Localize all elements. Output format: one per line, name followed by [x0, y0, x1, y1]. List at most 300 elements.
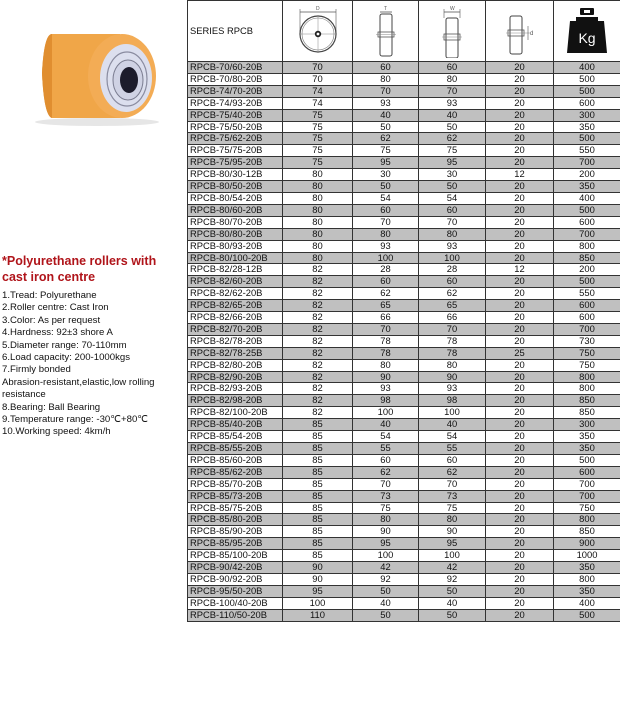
diameter-cell: 82 — [283, 264, 353, 276]
bore-cell: 20 — [486, 97, 554, 109]
load-cell: 350 — [554, 443, 620, 455]
table-row — [188, 240, 620, 252]
bore-cell: 20 — [486, 383, 554, 395]
diameter-cell: 75 — [283, 109, 353, 121]
hub-width-cell: 65 — [419, 300, 486, 312]
diameter-cell: 85 — [283, 502, 353, 514]
tread-width-cell: 60 — [353, 62, 419, 74]
load-cell: 550 — [554, 288, 620, 300]
hub-width-cell: 78 — [419, 335, 486, 347]
hub-width-cell: 80 — [419, 514, 486, 526]
load-cell: 600 — [554, 216, 620, 228]
load-cell: 700 — [554, 490, 620, 502]
table-row — [188, 597, 620, 609]
diameter-cell: 90 — [283, 573, 353, 585]
hub-width-cell: 50 — [419, 609, 486, 621]
load-cell: 730 — [554, 335, 620, 347]
load-cell: 1000 — [554, 550, 620, 562]
load-cell: 600 — [554, 300, 620, 312]
tread-width-cell: 70 — [353, 323, 419, 335]
hub-width-cell: 42 — [419, 562, 486, 574]
table-row — [188, 252, 620, 264]
load-cell: 500 — [554, 133, 620, 145]
tread-width-cell: 60 — [353, 204, 419, 216]
hub-width-cell: 95 — [419, 157, 486, 169]
load-cell: 700 — [554, 228, 620, 240]
table-row — [188, 431, 620, 443]
diameter-cell: 80 — [283, 192, 353, 204]
table-row — [188, 181, 620, 193]
model-cell: RPCB-75/75-20B — [188, 145, 283, 157]
diameter-cell: 80 — [283, 240, 353, 252]
model-cell: RPCB-70/80-20B — [188, 73, 283, 85]
load-cell: 200 — [554, 169, 620, 181]
model-cell: RPCB-80/80-20B — [188, 228, 283, 240]
hub-width-cell: 60 — [419, 276, 486, 288]
spec-list — [2, 290, 186, 439]
load-cell: 750 — [554, 502, 620, 514]
svg-text:D: D — [315, 6, 320, 12]
spec-item: Abrasion-resistant,elastic,low rolling resistance — [2, 376, 155, 401]
tread-width-cell: 60 — [353, 454, 419, 466]
tread-width-cell: 70 — [353, 478, 419, 490]
load-cell: 800 — [554, 371, 620, 383]
hub-width-cell: 93 — [419, 383, 486, 395]
bore-cell: 20 — [486, 133, 554, 145]
diameter-cell: 80 — [283, 252, 353, 264]
diameter-cell: 75 — [283, 133, 353, 145]
hub-width-cell: 100 — [419, 252, 486, 264]
bore-cell: 20 — [486, 490, 554, 502]
bore-cell: 20 — [486, 371, 554, 383]
tread-width-cell: 50 — [353, 181, 419, 193]
load-cell: 700 — [554, 157, 620, 169]
tread-width-cell: 100 — [353, 550, 419, 562]
bore-cell: 20 — [486, 395, 554, 407]
table-row — [188, 562, 620, 574]
load-cell: 550 — [554, 145, 620, 157]
model-cell: RPCB-82/93-20B — [188, 383, 283, 395]
tread-width-cell: 100 — [353, 252, 419, 264]
model-cell: RPCB-82/98-20B — [188, 395, 283, 407]
diameter-cell: 85 — [283, 538, 353, 550]
bore-cell: 20 — [486, 454, 554, 466]
model-cell: RPCB-95/50-20B — [188, 585, 283, 597]
hub-width-cell: 100 — [419, 407, 486, 419]
bore-cell: 20 — [486, 252, 554, 264]
hub-width-cell: 60 — [419, 204, 486, 216]
hub-width-icon — [437, 4, 467, 58]
diameter-cell: 85 — [283, 466, 353, 478]
load-cell: 800 — [554, 383, 620, 395]
model-cell: RPCB-80/54-20B — [188, 192, 283, 204]
load-cell: 350 — [554, 585, 620, 597]
model-cell: RPCB-85/62-20B — [188, 466, 283, 478]
tread-width-cell: 78 — [353, 347, 419, 359]
hub-width-cell: 100 — [419, 550, 486, 562]
hub-width-cell: 62 — [419, 466, 486, 478]
hub-width-cell: 93 — [419, 240, 486, 252]
hub-width-cell: 92 — [419, 573, 486, 585]
diameter-cell: 82 — [283, 312, 353, 324]
hub-width-cell: 75 — [419, 502, 486, 514]
bore-cell: 20 — [486, 312, 554, 324]
load-cell: 700 — [554, 478, 620, 490]
load-cell: 600 — [554, 312, 620, 324]
diameter-cell: 80 — [283, 181, 353, 193]
tread-width-cell: 80 — [353, 73, 419, 85]
tread-width-cell: 98 — [353, 395, 419, 407]
model-cell: RPCB-74/93-20B — [188, 97, 283, 109]
load-cell: 500 — [554, 276, 620, 288]
hub-width-cell: 30 — [419, 169, 486, 181]
tread-width-cell: 78 — [353, 335, 419, 347]
model-cell: RPCB-85/80-20B — [188, 514, 283, 526]
model-cell: RPCB-80/93-20B — [188, 240, 283, 252]
tread-width-cell: 50 — [353, 609, 419, 621]
bore-cell: 20 — [486, 62, 554, 74]
model-cell: RPCB-82/62-20B — [188, 288, 283, 300]
load-cell: 750 — [554, 347, 620, 359]
hub-width-cell: 75 — [419, 145, 486, 157]
diameter-cell: 100 — [283, 597, 353, 609]
diameter-cell: 75 — [283, 121, 353, 133]
table-row — [188, 347, 620, 359]
svg-text:Kg: Kg — [578, 30, 596, 46]
tread-width-cell: 55 — [353, 443, 419, 455]
tread-width-cell: 65 — [353, 300, 419, 312]
tread-width-cell: 54 — [353, 431, 419, 443]
table-row — [188, 169, 620, 181]
diameter-cell: 85 — [283, 454, 353, 466]
tread-width-cell: 30 — [353, 169, 419, 181]
model-cell: RPCB-85/73-20B — [188, 490, 283, 502]
model-cell: RPCB-75/50-20B — [188, 121, 283, 133]
load-cell: 350 — [554, 181, 620, 193]
model-cell: RPCB-100/40-20B — [188, 597, 283, 609]
header-hub-width — [419, 1, 486, 62]
load-cell: 300 — [554, 419, 620, 431]
tread-width-cell: 42 — [353, 562, 419, 574]
model-cell: RPCB-82/80-20B — [188, 359, 283, 371]
hub-width-cell: 70 — [419, 216, 486, 228]
hub-width-cell: 62 — [419, 133, 486, 145]
hub-width-cell: 70 — [419, 478, 486, 490]
bore-cell: 20 — [486, 288, 554, 300]
table-row — [188, 276, 620, 288]
header-diameter — [283, 1, 353, 62]
hub-width-cell: 60 — [419, 454, 486, 466]
hub-width-cell: 70 — [419, 85, 486, 97]
diameter-cell: 85 — [283, 526, 353, 538]
tread-width-cell: 90 — [353, 526, 419, 538]
table-row — [188, 157, 620, 169]
diameter-cell: 82 — [283, 276, 353, 288]
load-cell: 400 — [554, 192, 620, 204]
polyurethane-roller-image — [22, 18, 172, 128]
model-cell: RPCB-80/50-20B — [188, 181, 283, 193]
hub-width-cell: 98 — [419, 395, 486, 407]
tread-width-cell: 70 — [353, 216, 419, 228]
spec-item: 4.Hardness: 92±3 shore A — [2, 327, 113, 339]
table-row — [188, 538, 620, 550]
table-row — [188, 216, 620, 228]
hub-width-cell: 40 — [419, 597, 486, 609]
diameter-cell: 82 — [283, 395, 353, 407]
hub-width-cell: 80 — [419, 73, 486, 85]
diameter-cell: 82 — [283, 335, 353, 347]
diameter-cell: 80 — [283, 204, 353, 216]
bore-cell: 20 — [486, 73, 554, 85]
model-cell: RPCB-74/70-20B — [188, 85, 283, 97]
model-cell: RPCB-82/66-20B — [188, 312, 283, 324]
hub-width-cell: 66 — [419, 312, 486, 324]
tread-width-cell: 70 — [353, 85, 419, 97]
load-cell: 600 — [554, 466, 620, 478]
hub-width-cell: 40 — [419, 419, 486, 431]
tread-width-cell: 93 — [353, 383, 419, 395]
spec-item: 7.Firmly bonded — [2, 364, 71, 376]
table-row — [188, 264, 620, 276]
bore-cell: 20 — [486, 526, 554, 538]
load-cell: 350 — [554, 562, 620, 574]
bore-cell: 20 — [486, 538, 554, 550]
diameter-cell: 80 — [283, 228, 353, 240]
spec-item: 8.Bearing: Ball Bearing — [2, 401, 101, 413]
load-cell: 500 — [554, 609, 620, 621]
hub-width-cell: 40 — [419, 109, 486, 121]
bore-cell: 20 — [486, 335, 554, 347]
bore-cell: 20 — [486, 550, 554, 562]
diameter-cell: 82 — [283, 323, 353, 335]
bore-cell: 20 — [486, 216, 554, 228]
model-cell: RPCB-82/78-20B — [188, 335, 283, 347]
model-cell: RPCB-85/100-20B — [188, 550, 283, 562]
diameter-cell: 90 — [283, 562, 353, 574]
load-cell: 700 — [554, 323, 620, 335]
bore-cell: 20 — [486, 514, 554, 526]
table-row — [188, 359, 620, 371]
model-cell: RPCB-75/62-20B — [188, 133, 283, 145]
hub-width-cell: 54 — [419, 431, 486, 443]
spec-item: 5.Diameter range: 70-110mm — [2, 339, 127, 351]
load-cell: 600 — [554, 97, 620, 109]
product-title: *Polyurethane rollers with cast iron centre — [2, 254, 157, 284]
tread-width-cell: 50 — [353, 121, 419, 133]
diameter-cell: 82 — [283, 407, 353, 419]
bore-cell: 20 — [486, 609, 554, 621]
diameter-cell: 85 — [283, 443, 353, 455]
diameter-cell: 85 — [283, 490, 353, 502]
model-cell: RPCB-80/100-20B — [188, 252, 283, 264]
tread-width-cell: 90 — [353, 371, 419, 383]
table-row — [188, 573, 620, 585]
bore-cell: 20 — [486, 431, 554, 443]
tread-width-cell: 60 — [353, 276, 419, 288]
tread-width-icon — [371, 4, 401, 58]
bore-cell: 20 — [486, 466, 554, 478]
tread-width-cell: 75 — [353, 502, 419, 514]
load-cell: 850 — [554, 252, 620, 264]
model-cell: RPCB-85/90-20B — [188, 526, 283, 538]
bore-cell: 12 — [486, 264, 554, 276]
model-cell: RPCB-85/40-20B — [188, 419, 283, 431]
table-row — [188, 478, 620, 490]
table-row — [188, 312, 620, 324]
bore-cell: 20 — [486, 562, 554, 574]
load-cell: 200 — [554, 264, 620, 276]
bore-cell: 25 — [486, 347, 554, 359]
bore-cell: 20 — [486, 585, 554, 597]
diameter-cell: 82 — [283, 359, 353, 371]
load-cell: 500 — [554, 73, 620, 85]
tread-width-cell: 62 — [353, 133, 419, 145]
bore-cell: 20 — [486, 157, 554, 169]
load-cell: 400 — [554, 597, 620, 609]
table-row — [188, 228, 620, 240]
hub-width-cell: 90 — [419, 526, 486, 538]
diameter-cell: 85 — [283, 514, 353, 526]
diameter-cell: 74 — [283, 97, 353, 109]
bore-cell: 20 — [486, 145, 554, 157]
table-row — [188, 609, 620, 621]
weight-kg-icon — [564, 5, 610, 57]
hub-width-cell: 73 — [419, 490, 486, 502]
model-cell: RPCB-85/60-20B — [188, 454, 283, 466]
diameter-cell: 82 — [283, 288, 353, 300]
model-cell: RPCB-75/40-20B — [188, 109, 283, 121]
bore-diameter-icon — [503, 4, 537, 58]
table-row — [188, 300, 620, 312]
bore-cell: 20 — [486, 597, 554, 609]
table-row — [188, 73, 620, 85]
spec-item: 3.Color: As per request — [2, 314, 101, 326]
svg-text:T: T — [383, 6, 387, 12]
load-cell: 500 — [554, 85, 620, 97]
bore-cell: 20 — [486, 121, 554, 133]
tread-width-cell: 62 — [353, 466, 419, 478]
diameter-cell: 70 — [283, 73, 353, 85]
table-row — [188, 395, 620, 407]
model-cell: RPCB-90/42-20B — [188, 562, 283, 574]
hub-width-cell: 50 — [419, 121, 486, 133]
diameter-cell: 85 — [283, 419, 353, 431]
table-row — [188, 490, 620, 502]
model-cell: RPCB-85/95-20B — [188, 538, 283, 550]
table-row — [188, 62, 620, 74]
spec-item: 2.Roller centre: Cast Iron — [2, 302, 109, 314]
hub-width-cell: 28 — [419, 264, 486, 276]
model-cell: RPCB-85/75-20B — [188, 502, 283, 514]
tread-width-cell: 40 — [353, 419, 419, 431]
table-row — [188, 407, 620, 419]
table-row — [188, 288, 620, 300]
table-row — [188, 585, 620, 597]
model-cell: RPCB-70/60-20B — [188, 62, 283, 74]
spec-item: 10.Working speed: 4km/h — [2, 426, 111, 438]
table-row — [188, 454, 620, 466]
table-row — [188, 514, 620, 526]
model-cell: RPCB-82/70-20B — [188, 323, 283, 335]
load-cell: 800 — [554, 514, 620, 526]
tread-width-cell: 28 — [353, 264, 419, 276]
model-cell: RPCB-90/92-20B — [188, 573, 283, 585]
model-cell: RPCB-82/60-20B — [188, 276, 283, 288]
model-cell: RPCB-82/90-20B — [188, 371, 283, 383]
table-row — [188, 419, 620, 431]
diameter-cell: 75 — [283, 157, 353, 169]
header-tread-width — [353, 1, 419, 62]
hub-width-cell: 80 — [419, 228, 486, 240]
table-row — [188, 192, 620, 204]
diameter-cell: 82 — [283, 300, 353, 312]
load-cell: 300 — [554, 109, 620, 121]
load-cell: 800 — [554, 240, 620, 252]
load-cell: 350 — [554, 121, 620, 133]
diameter-cell: 80 — [283, 169, 353, 181]
load-cell: 900 — [554, 538, 620, 550]
hub-width-cell: 93 — [419, 97, 486, 109]
diameter-icon — [294, 4, 342, 58]
bore-cell: 20 — [486, 192, 554, 204]
table-row — [188, 133, 620, 145]
tread-width-cell: 73 — [353, 490, 419, 502]
diameter-cell: 82 — [283, 383, 353, 395]
diameter-cell: 80 — [283, 216, 353, 228]
tread-width-cell: 50 — [353, 585, 419, 597]
model-cell: RPCB-85/55-20B — [188, 443, 283, 455]
tread-width-cell: 92 — [353, 573, 419, 585]
diameter-cell: 85 — [283, 550, 353, 562]
diameter-cell: 82 — [283, 371, 353, 383]
model-cell: RPCB-85/70-20B — [188, 478, 283, 490]
svg-text:W: W — [450, 6, 455, 12]
tread-width-cell: 80 — [353, 228, 419, 240]
header-load-weight — [554, 1, 620, 62]
load-cell: 750 — [554, 359, 620, 371]
tread-width-cell: 75 — [353, 145, 419, 157]
bore-cell: 20 — [486, 573, 554, 585]
diameter-cell: 85 — [283, 478, 353, 490]
bore-cell: 20 — [486, 419, 554, 431]
hub-width-cell: 95 — [419, 538, 486, 550]
hub-width-cell: 50 — [419, 585, 486, 597]
table-row — [188, 335, 620, 347]
model-cell: RPCB-82/28-12B — [188, 264, 283, 276]
bore-cell: 20 — [486, 109, 554, 121]
tread-width-cell: 80 — [353, 359, 419, 371]
diameter-cell: 75 — [283, 145, 353, 157]
bore-cell: 20 — [486, 181, 554, 193]
bore-cell: 20 — [486, 85, 554, 97]
load-cell: 500 — [554, 454, 620, 466]
tread-width-cell: 40 — [353, 597, 419, 609]
svg-text:d: d — [529, 31, 533, 37]
hub-width-cell: 78 — [419, 347, 486, 359]
tread-width-cell: 66 — [353, 312, 419, 324]
spec-item: 6.Load capacity: 200-1000kgs — [2, 352, 131, 364]
diameter-cell: 82 — [283, 347, 353, 359]
model-cell: RPCB-85/54-20B — [188, 431, 283, 443]
diameter-cell: 110 — [283, 609, 353, 621]
diameter-cell: 74 — [283, 85, 353, 97]
hub-width-cell: 62 — [419, 288, 486, 300]
product-info-panel — [0, 0, 186, 720]
tread-width-cell: 80 — [353, 514, 419, 526]
hub-width-cell: 80 — [419, 359, 486, 371]
table-header-row — [188, 1, 620, 62]
load-cell: 400 — [554, 62, 620, 74]
